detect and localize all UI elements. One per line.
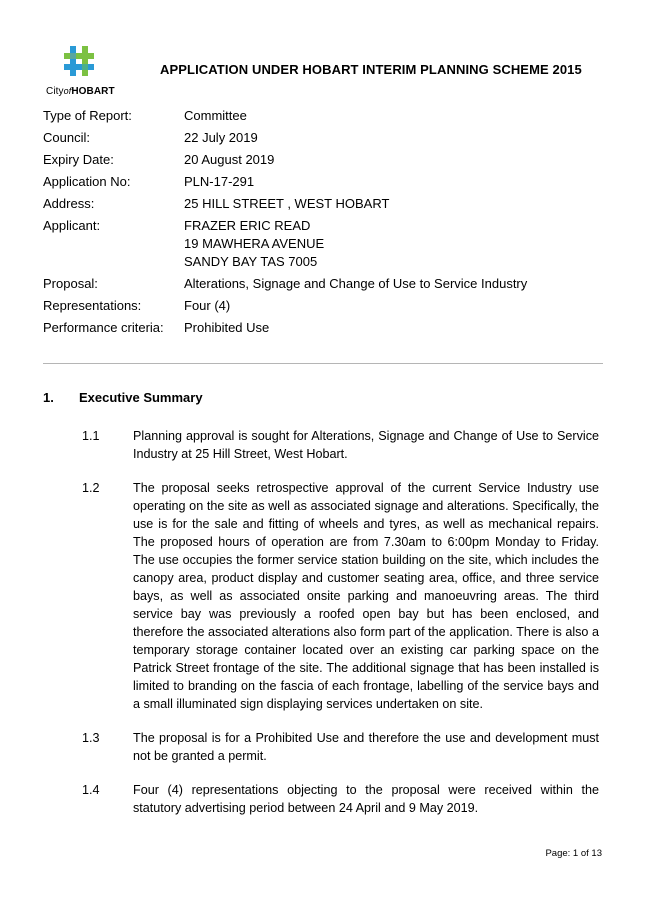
applicant-line: 19 MAWHERA AVENUE — [184, 236, 325, 251]
horizontal-divider — [43, 363, 603, 364]
document-title: APPLICATION UNDER HOBART INTERIM PLANNING SCHEME 2015 — [160, 62, 582, 77]
summary-paragraph — [82, 781, 602, 817]
detail-label: Proposal: — [43, 276, 98, 291]
detail-row-expiry — [43, 149, 604, 171]
detail-row-representations — [43, 295, 604, 317]
paragraph-number: 1.4 — [82, 783, 100, 797]
section-number: 1. — [43, 390, 54, 405]
detail-row-type — [43, 105, 604, 127]
detail-row-proposal — [43, 273, 604, 295]
detail-row-applicant — [43, 215, 604, 273]
paragraph-text: The proposal seeks retrospective approval of the current Service Industry use operating on the site as well as associated signage and alterations. Specifically, the use is for the sale and fitting of wheels and tyres, as well as mechanical repairs. The proposed hours of operation are from 7.30am to 6:00pm Monday to Friday. The use occupies the former service station building on the site, which includes the canopy area, product display and customer seating area, office, and three service bays, as well as associated onsite parking and manoeuvring areas. The third service bay was previously a roofed open bay but has been enclosed, and therefore the associated alterations also form part of the application. There is also a temporary storage container located over an existing car parking space on the Patrick Street frontage of the site. The additional signage that has been installed is limited to branding on the fascia of each frontage, labelling of the service bays and a small illuminated sign displaying services undertaken on site. — [133, 481, 599, 711]
paragraph-text: Four (4) representations objecting to the proposal were received within the statutory advertising period between 24 April and 9 May 2019. — [133, 783, 599, 815]
page-number: Page: 1 of 13 — [545, 848, 602, 859]
detail-label: Performance criteria: — [43, 320, 164, 335]
summary-paragraph — [82, 729, 602, 765]
executive-summary-body — [82, 427, 602, 833]
detail-row-application — [43, 171, 604, 193]
detail-value: PLN-17-291 — [184, 174, 255, 189]
detail-value — [184, 215, 604, 273]
detail-row-performance — [43, 317, 604, 339]
applicant-line: FRAZER ERIC READ — [184, 218, 311, 233]
summary-paragraph — [82, 479, 602, 713]
detail-value: Four (4) — [184, 298, 231, 313]
detail-value: Prohibited Use — [184, 320, 270, 335]
paragraph-number: 1.1 — [82, 429, 100, 443]
detail-label: Application No: — [43, 174, 131, 189]
detail-label: Applicant: — [43, 218, 101, 233]
detail-label: Type of Report: — [43, 108, 132, 123]
detail-row-address — [43, 193, 604, 215]
detail-label: Address: — [43, 196, 95, 211]
paragraph-number: 1.3 — [82, 731, 100, 745]
detail-value: 22 July 2019 — [184, 130, 258, 145]
city-of-hobart-logo — [44, 44, 124, 100]
section-title: Executive Summary — [79, 390, 203, 405]
hobart-logo-icon — [62, 44, 98, 80]
detail-value: 25 HILL STREET , WEST HOBART — [184, 196, 390, 211]
applicant-line: SANDY BAY TAS 7005 — [184, 254, 318, 269]
detail-row-council — [43, 127, 604, 149]
detail-value: Committee — [184, 108, 247, 123]
detail-label: Representations: — [43, 298, 142, 313]
paragraph-text: The proposal is for a Prohibited Use and therefore the use and development must not be granted a permit. — [133, 731, 599, 763]
detail-label: Council: — [43, 130, 90, 145]
summary-paragraph — [82, 427, 602, 463]
detail-label: Expiry Date: — [43, 152, 114, 167]
report-details — [43, 105, 604, 339]
detail-value: Alterations, Signage and Change of Use to Service Industry — [184, 276, 528, 291]
detail-value: 20 August 2019 — [184, 152, 275, 167]
paragraph-number: 1.2 — [82, 481, 100, 495]
logo-wordmark: CityofHOBART — [46, 86, 115, 97]
paragraph-text: Planning approval is sought for Alterations, Signage and Change of Use to Service Industry at 25 Hill Street, West Hobart. — [133, 429, 599, 461]
